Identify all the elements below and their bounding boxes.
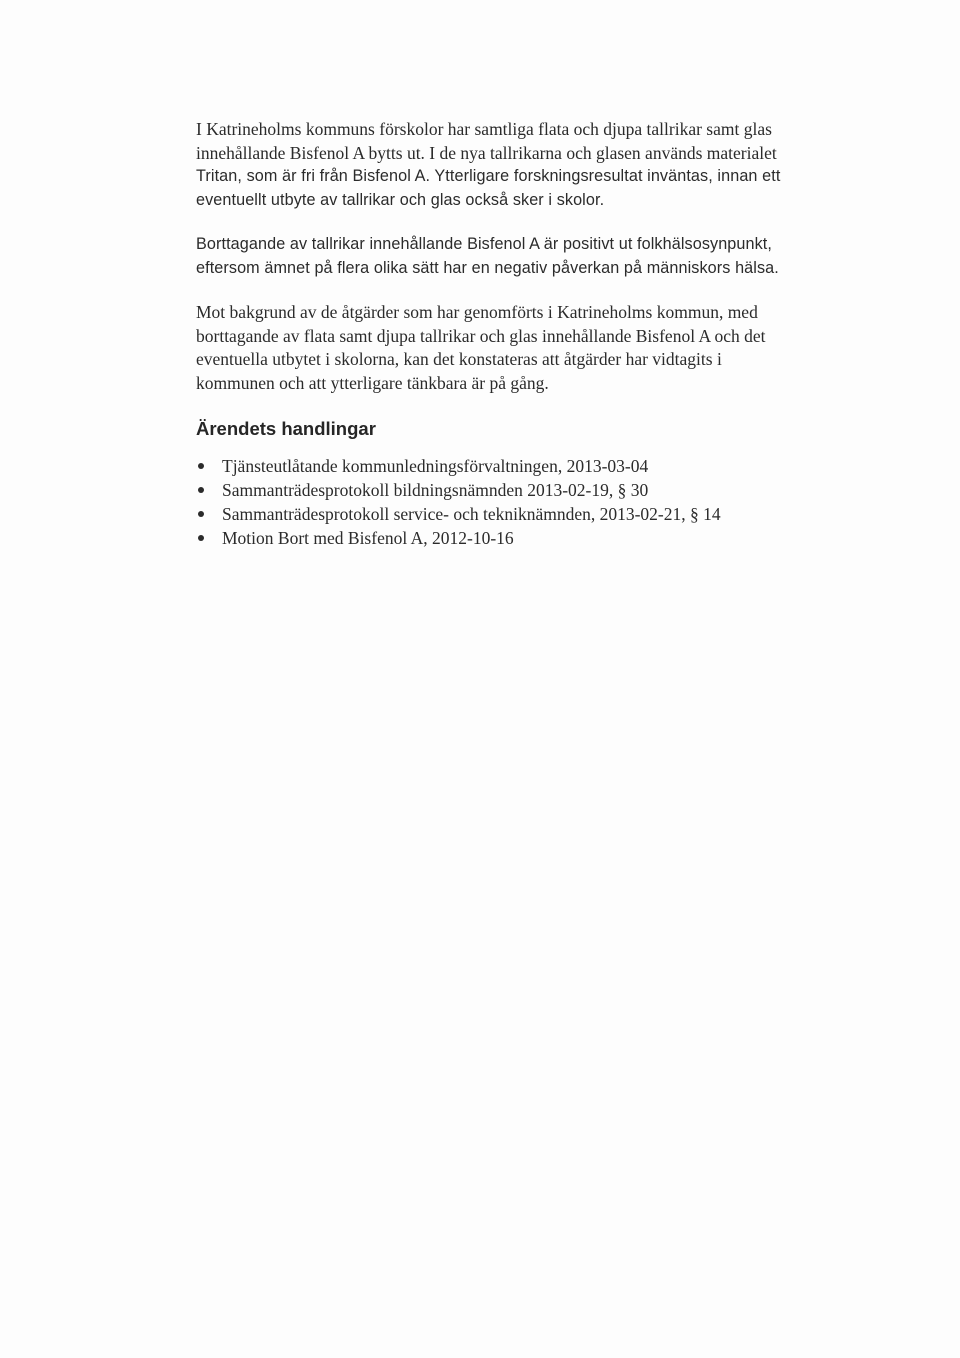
paragraph-replacement-preschools	[196, 118, 876, 212]
list-item	[196, 502, 876, 526]
paragraph-line: Mot bakgrund av de åtgärder som har genomförts i Katrineholms kommun, med	[196, 302, 758, 322]
paragraph-line: kommunen och att ytterligare tänkbara är på gång.	[196, 372, 549, 393]
section-heading: Ärendets handlingar	[196, 418, 376, 439]
paragraph-line: eftersom ämnet på flera olika sätt har en negativ påverkan på människors hälsa.	[196, 258, 779, 277]
bullet-icon	[198, 487, 204, 493]
bullet-icon	[198, 535, 204, 541]
list-item-text: Motion Bort med Bisfenol A, 2012-10-16	[222, 528, 514, 548]
document-body	[196, 118, 876, 550]
list-item	[196, 454, 876, 478]
paragraph-conclusion	[196, 301, 876, 395]
paragraph-line: innehållande Bisfenol A bytts ut. I de nya tallrikarna och glasen används materialet	[196, 142, 777, 163]
list-item-text: Sammanträdesprotokoll bildningsnämnden 2013-02-19, § 30	[222, 480, 649, 500]
paragraph-line: I Katrineholms kommuns förskolor har samtliga flata och djupa tallrikar samt glas	[196, 119, 772, 139]
paragraph-line: eventuellt utbyte av tallrikar och glas också sker i skolor.	[196, 190, 605, 209]
list-item-text: Tjänsteutlåtande kommunledningsförvaltningen, 2013-03-04	[222, 456, 649, 476]
paragraph-line: Tritan, som är fri från Bisfenol A. Ytterligare forskningsresultat inväntas, innan ett	[196, 167, 781, 185]
paragraph-line: eventuella utbytet i skolorna, kan det konstateras att åtgärder har vidtagits i	[196, 349, 722, 369]
list-item	[196, 478, 876, 502]
list-item-text: Sammanträdesprotokoll service- och tekniknämnden, 2013-02-21, § 14	[222, 504, 721, 524]
bullet-icon	[198, 463, 204, 469]
paragraph-public-health	[196, 233, 876, 280]
paragraph-line: Borttagande av tallrikar innehållande Bisfenol A är positivt ut folkhälsosynpunkt,	[196, 235, 773, 253]
documents-list	[196, 454, 876, 550]
paragraph-line: borttagande av flata samt djupa tallrikar och glas innehållande Bisfenol A och det	[196, 325, 766, 346]
bullet-icon	[198, 511, 204, 517]
list-item	[196, 526, 876, 550]
